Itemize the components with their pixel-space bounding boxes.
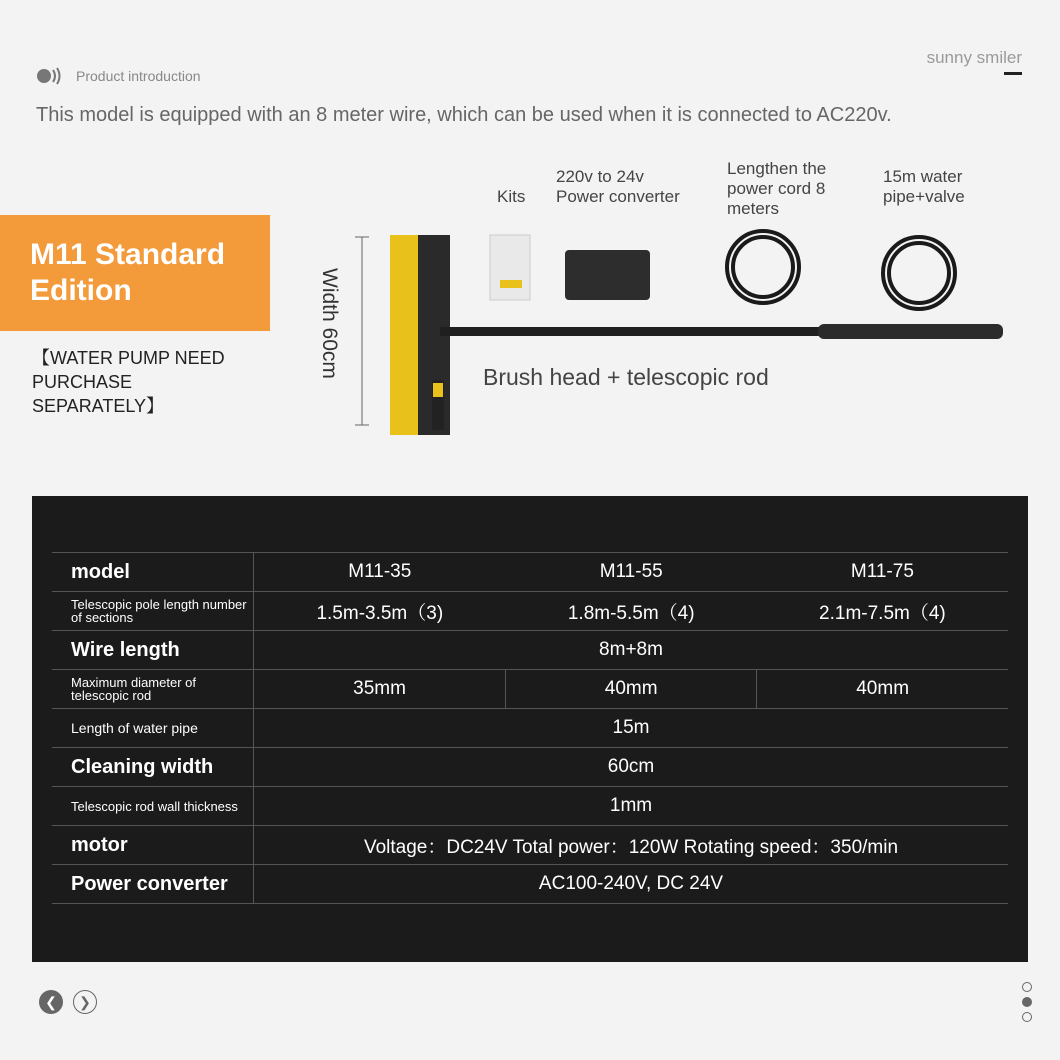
water-pipe xyxy=(883,237,955,309)
table-row xyxy=(52,787,1008,826)
table-row xyxy=(52,826,1008,865)
table-row xyxy=(52,631,1008,670)
table-row xyxy=(52,709,1008,748)
sound-icon xyxy=(36,66,56,86)
row-header: Wire length xyxy=(52,631,254,670)
table-cell: M11-35 xyxy=(254,553,506,592)
edition-title: M11 Standard Edition xyxy=(30,238,226,307)
width-label: Width 60cm xyxy=(318,268,341,379)
spec-table xyxy=(52,552,1008,904)
kit-bag xyxy=(490,235,530,300)
table-cell: 8m+8m xyxy=(254,631,1009,670)
pump-note: 【WATER PUMP NEED PURCHASE SEPARATELY】 xyxy=(32,348,225,416)
rod-handle xyxy=(818,324,1003,339)
row-header: Telescopic pole length number of sections xyxy=(52,592,254,631)
table-cell: M11-55 xyxy=(506,553,757,592)
cord-label: Lengthen the power cord 8 meters xyxy=(727,159,827,218)
table-row xyxy=(52,553,1008,592)
table-cell: Voltage：DC24V Total power：120W Rotating speed：350/min xyxy=(254,826,1009,865)
section-header xyxy=(36,66,201,86)
table-cell: 1mm xyxy=(254,787,1009,826)
pipe-label: 15m water pipe+valve xyxy=(883,167,965,206)
kit-label: Kits xyxy=(497,187,526,206)
table-row xyxy=(52,592,1008,631)
prev-arrow-icon[interactable]: ❮ xyxy=(39,990,63,1014)
product-illustration xyxy=(340,225,1020,445)
table-cell: 40mm xyxy=(506,670,757,709)
table-cell: 60cm xyxy=(254,748,1009,787)
table-row xyxy=(52,670,1008,709)
converter-label: 220v to 24v Power converter xyxy=(556,167,680,206)
tagline: This model is equipped with an 8 meter wire, which can be used when it is connected to AC220v. xyxy=(36,104,892,126)
page-dot[interactable] xyxy=(1022,1012,1032,1022)
next-arrow-icon[interactable]: ❯ xyxy=(73,990,97,1014)
table-row xyxy=(52,865,1008,904)
spec-panel xyxy=(32,496,1028,962)
table-cell: M11-75 xyxy=(757,553,1008,592)
telescopic-rod xyxy=(440,327,820,336)
row-header: Cleaning width xyxy=(52,748,254,787)
row-header: Power converter xyxy=(52,865,254,904)
power-converter xyxy=(565,250,650,300)
brush-bristles xyxy=(390,235,420,435)
table-cell: 15m xyxy=(254,709,1009,748)
table-row xyxy=(52,748,1008,787)
brand-underline xyxy=(1004,72,1022,75)
row-header: Telescopic rod wall thickness xyxy=(52,787,254,826)
page-dot-active[interactable] xyxy=(1022,997,1032,1007)
edition-banner xyxy=(0,215,270,331)
table-cell: 35mm xyxy=(254,670,506,709)
table-cell: 1.8m-5.5m（4) xyxy=(506,592,757,631)
row-header: model xyxy=(52,553,254,592)
power-cord xyxy=(727,231,799,303)
brush-label: Brush head + telescopic rod xyxy=(483,364,769,390)
row-header: motor xyxy=(52,826,254,865)
row-header: Length of water pipe xyxy=(52,709,254,748)
table-cell: AC100-240V, DC 24V xyxy=(254,865,1009,904)
table-cell: 2.1m-7.5m（4) xyxy=(757,592,1008,631)
table-cell: 1.5m-3.5m（3) xyxy=(254,592,506,631)
section-title: Product introduction xyxy=(76,68,201,84)
table-cell: 40mm xyxy=(757,670,1008,709)
page-dot[interactable] xyxy=(1022,982,1032,992)
row-header: Maximum diameter of telescopic rod xyxy=(52,670,254,709)
page-dots xyxy=(1022,982,1032,1022)
brand-name: sunny smiler xyxy=(926,48,1022,67)
